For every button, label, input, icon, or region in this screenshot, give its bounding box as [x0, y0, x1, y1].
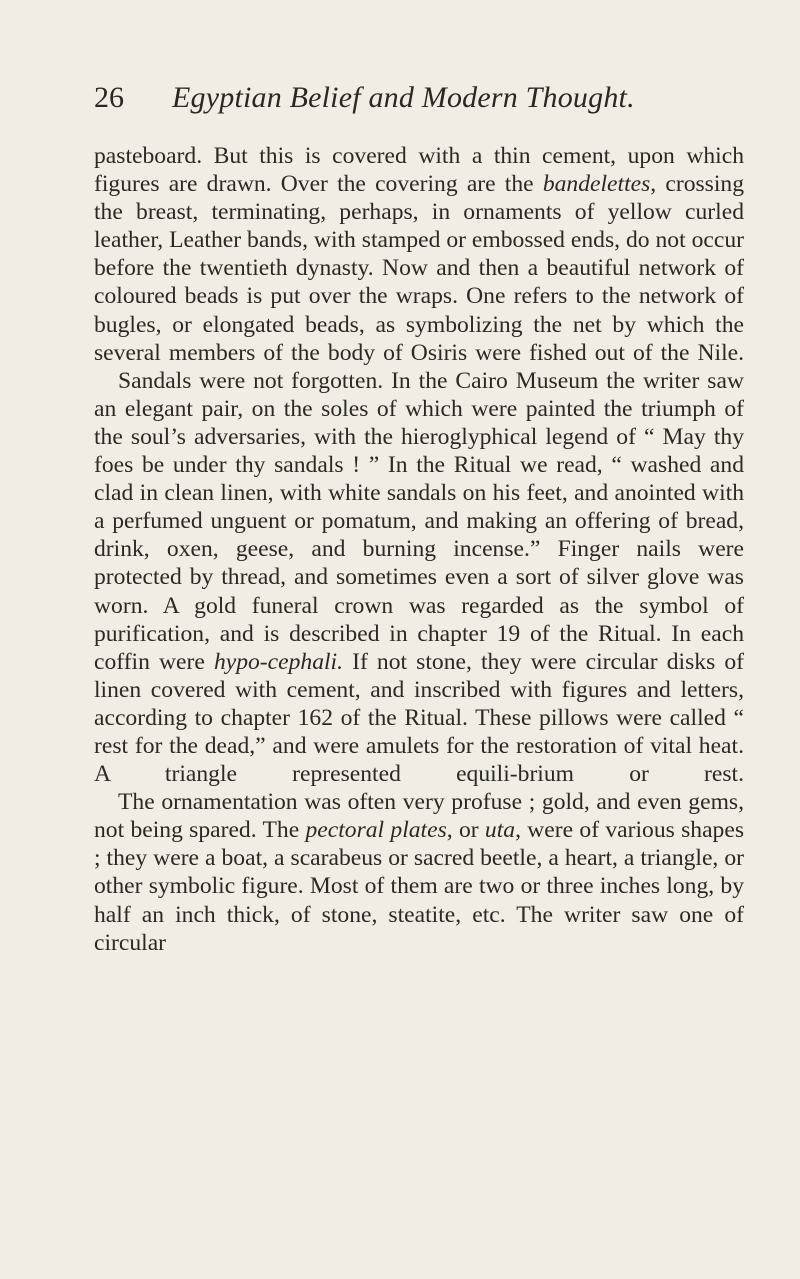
paragraph-1-text-2: , crossing the breast, terminating, perhaps, in ornaments of yellow curled leather, Leather bands, with stamped or embossed ends, do not occur before the twentieth dynasty. Now and then a beautiful network of coloured beads is put over the wraps. One refers to the network of bugles, or elongated beads, as symbolizing the net by which the several members of the body of Osiris were fished out of the Nile. [94, 171, 745, 366]
page-header [94, 78, 744, 124]
paragraph-2-text-1: Sandals were not forgotten. In the Cairo Museum the writer saw an elegant pair, on the soles of which were painted the triumph of the soul’s adversaries, with the hieroglyphical legend of “ May thy foes be under thy sandals ! ” In the Ritual we read, “ washed and clad in clean linen, with white sandals on his feet, and anointed with a perfumed unguent or pomatum, and making an offering of bread, drink, oxen, geese, and burning incense.” Finger nails were protected by thread, and sometimes even a sort of silver glove was worn. A gold funeral crown was regarded as the symbol of purification, and is described in chapter 19 of the Ritual. In each coffin were [94, 367, 744, 675]
paragraph-3-text-1: The ornamentation was often very profuse ; gold, and even gems, not being spared. The [94, 789, 744, 844]
running-title: Egyptian Belief and Modern Thought. [172, 81, 635, 114]
paragraph-2-italic-hypocephali: hypo-cephali. [213, 648, 344, 675]
paragraph-3-italic-pectoral-plates: pectoral plates [305, 817, 447, 844]
paragraph-1 [94, 142, 744, 367]
paragraph-3-text-2: , or [446, 817, 485, 844]
paragraph-3-text-3: , were of various shapes ; they were a boat, a scarabeus or sacred beetle, a heart, a triangle, or other symbolic figure. Most of them are two or three inches long, by half an inch thick, of stone, steatite, etc. The writer saw one of circular [94, 817, 745, 956]
page-number: 26 [94, 81, 124, 114]
paragraph-1-text-1: pasteboard. But this is covered with a thin cement, upon which figures are drawn. Over the covering are the [94, 143, 744, 198]
paragraph-2 [94, 367, 744, 788]
body-text [94, 142, 744, 957]
paragraph-3-italic-uta: uta [484, 817, 516, 844]
paragraph-3 [94, 788, 744, 957]
paragraph-2-text-2: If not stone, they were circular disks of linen covered with cement, and inscribed with figures and letters, according to chapter 162 of the Ritual. These pillows were called “ rest for the dead,” and were amulets for the restoration of vital heat. A triangle represented equili-brium or rest. [94, 648, 744, 788]
paragraph-1-italic-bandelettes: bandelettes [542, 171, 651, 198]
